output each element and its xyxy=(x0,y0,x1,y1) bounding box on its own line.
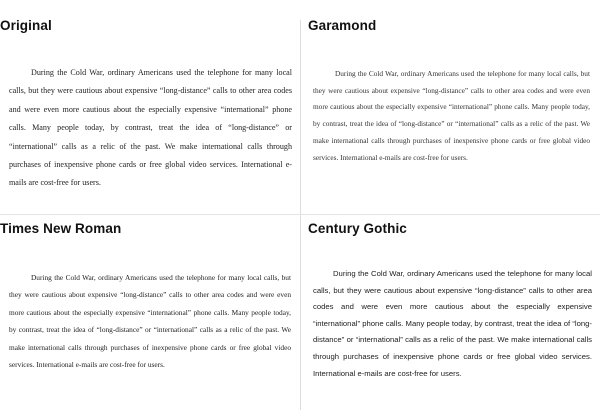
panel-original xyxy=(0,0,300,205)
panel-heading-garamond: Garamond xyxy=(308,18,377,33)
sample-paragraph-garamond: During the Cold War, ordinary Americans used the telephone for many local calls, but they were cautious about expensive “long-distance” calls to other area codes and were even more cautious about the especially expensive “international” phone calls. Many people today, by contrast, treat the idea of “long-distance” or “international” calls as a relic of the past. We make international calls through purchases of inexpensive phone cards or free global video services. International e-mails are cost-free for users. xyxy=(313,69,590,162)
sample-paragraph-original: During the Cold War, ordinary Americans used the telephone for many local calls, but they were cautious about expensive “long-distance” calls to other area codes and were even more cautious about the especially expensive “international” phone calls. Many people today, by contrast, treat the idea of “long-distance” or “international” calls as a relic of the past. We make international calls through purchases of inexpensive phone cards or free global video services. International e-mails are cost-free for users. xyxy=(9,68,292,188)
panel-century-gothic xyxy=(300,205,600,410)
sample-paragraph-century-gothic: During the Cold War, ordinary Americans used the telephone for many local calls, but they were cautious about expensive “long-distance” calls to other area codes and were even more cautious about the especially expensive “international” phone calls. Many people today, by contrast, treat the idea of “long-distance” or “international” calls as a relic of the past. We make international calls through purchases of inexpensive phone cards or free global video services. International e-mails are cost-free for users. xyxy=(313,269,592,378)
panel-heading-times-new-roman: Times New Roman xyxy=(0,221,122,236)
panel-heading-original: Original xyxy=(0,18,52,33)
sample-paragraph-times-new-roman: During the Cold War, ordinary Americans used the telephone for many local calls, but they were cautious about expensive “long-distance” calls to other area codes and were even more cautious about the especially expensive “international” phone calls. Many people today, by contrast, treat the idea of “long-distance” or “international” calls as a relic of the past. We make international calls through purchases of inexpensive phone cards or free global video services. International e-mails are cost-free for users. xyxy=(9,273,291,370)
panel-garamond xyxy=(300,0,600,205)
panel-heading-century-gothic: Century Gothic xyxy=(308,221,407,236)
panel-times-new-roman xyxy=(0,205,300,410)
